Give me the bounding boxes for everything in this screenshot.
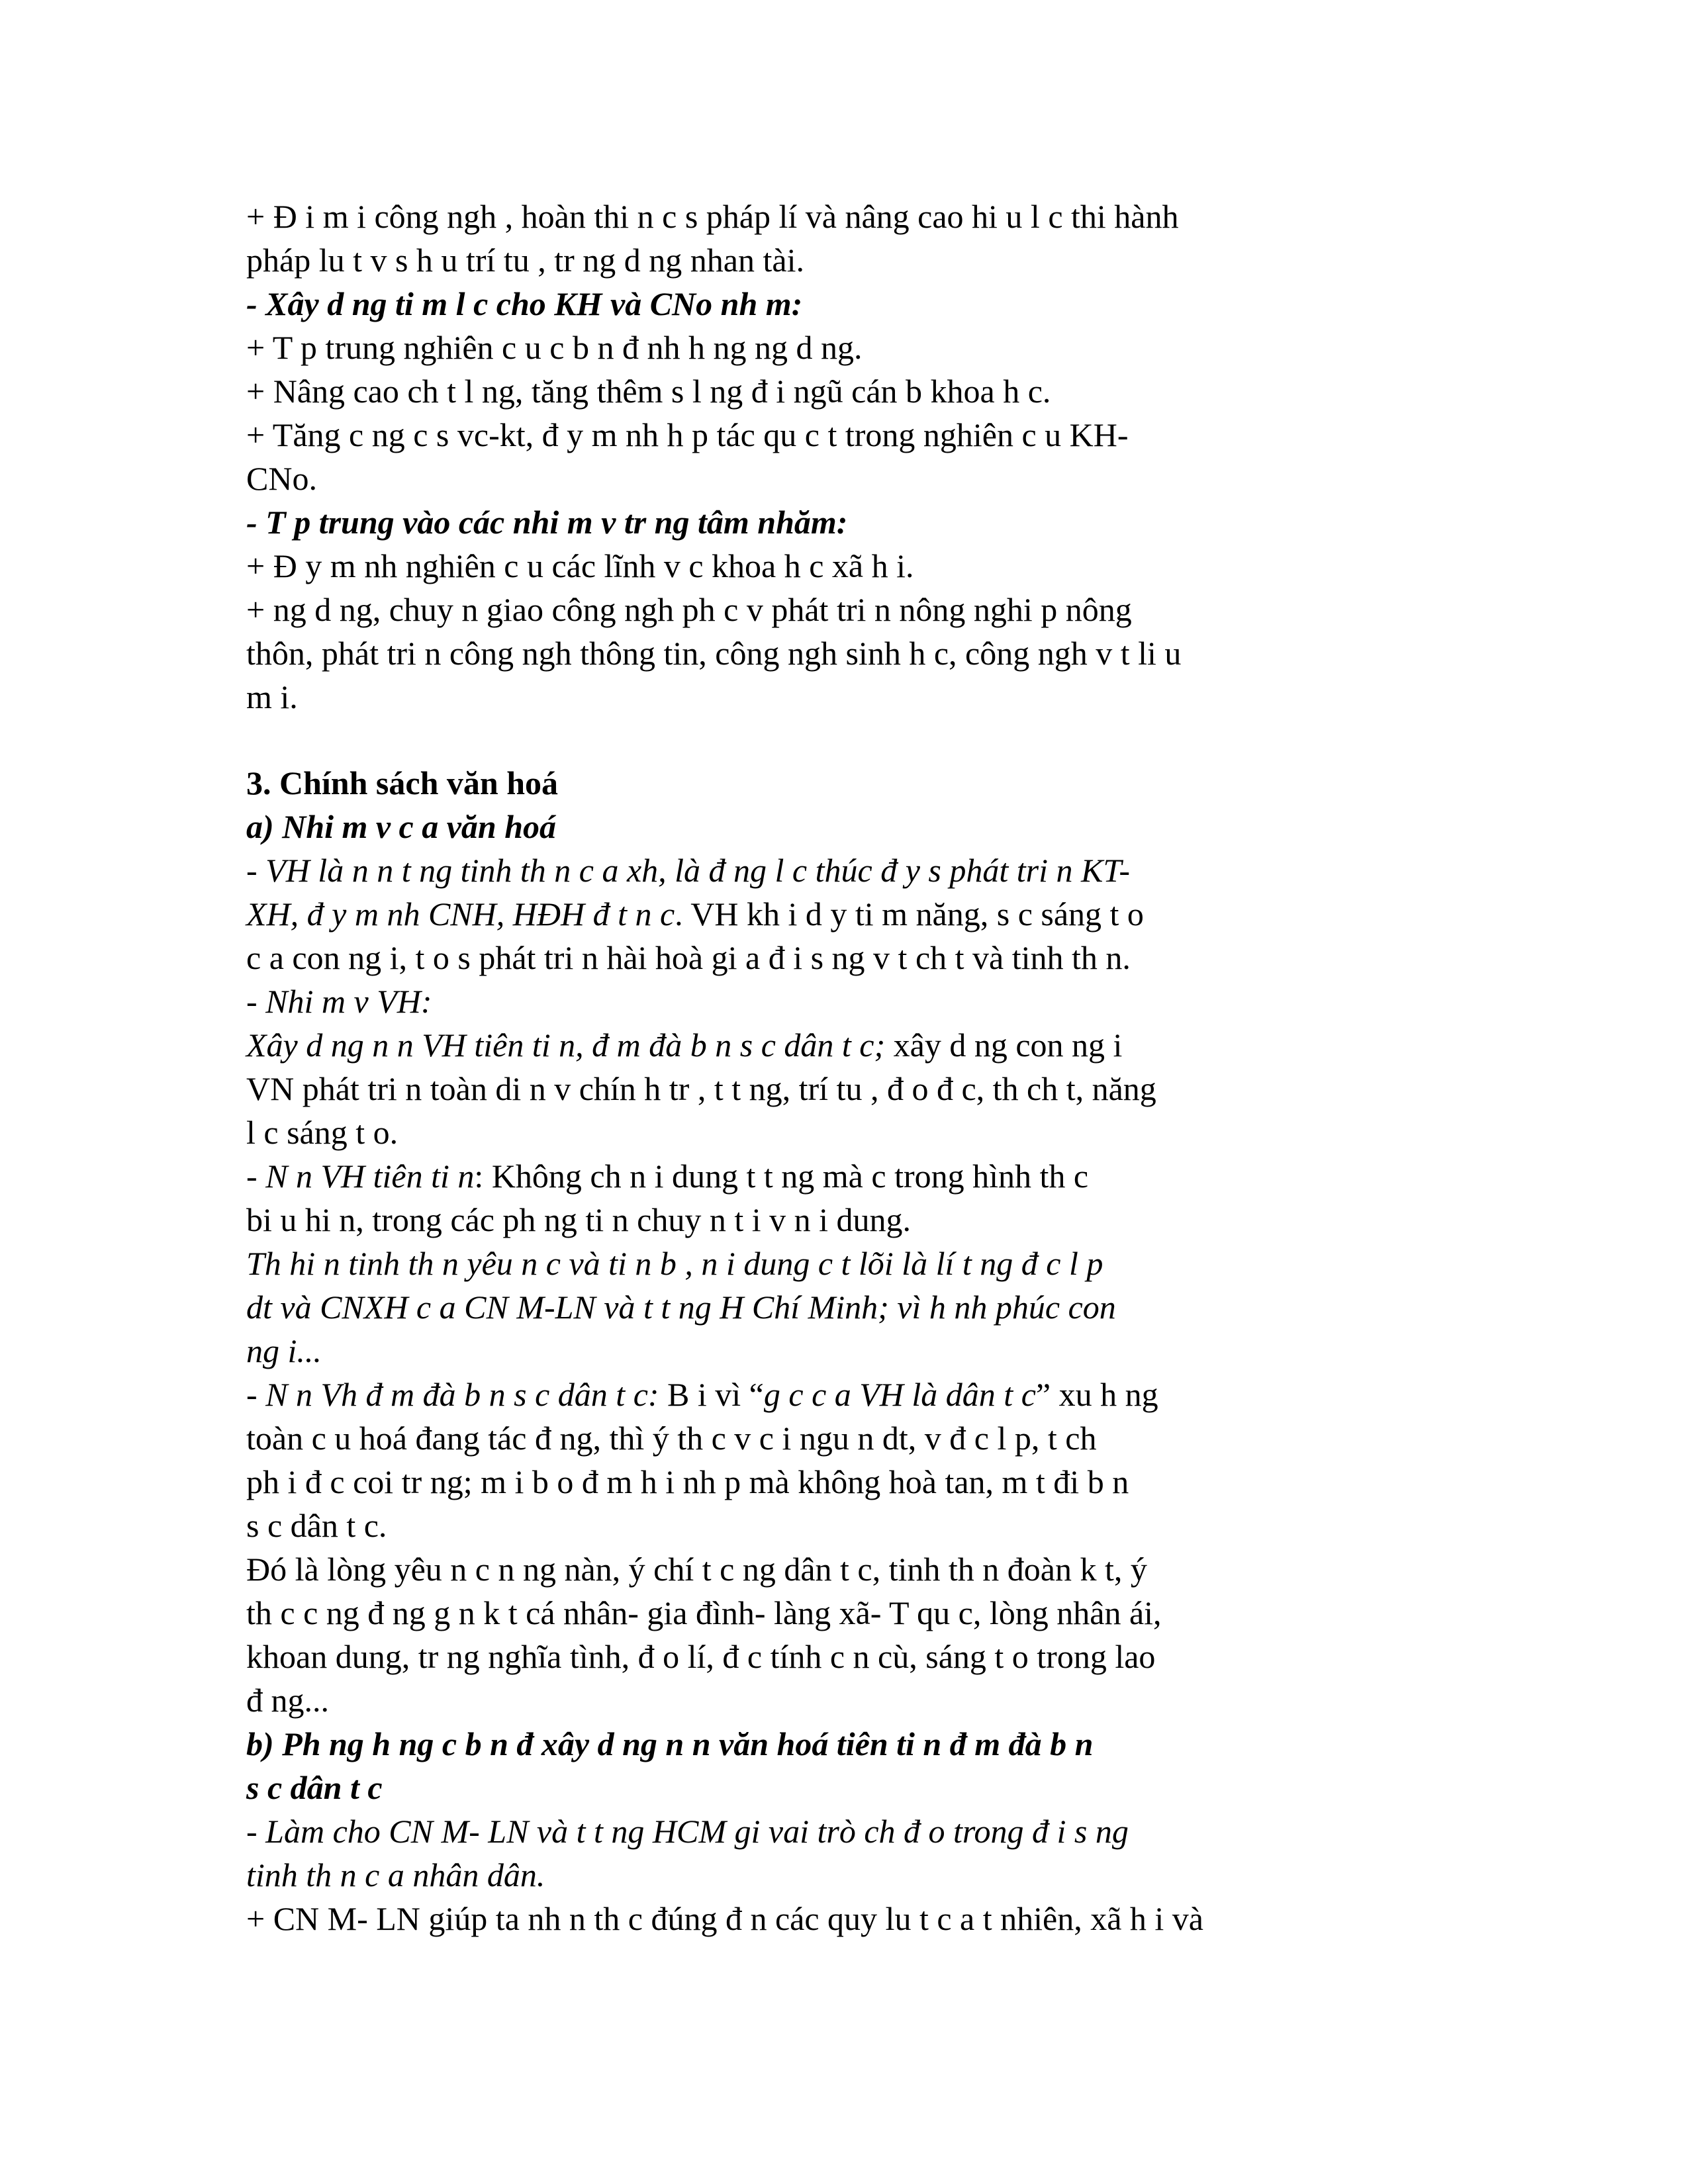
text-run: ” xu h ng — [1035, 1376, 1158, 1413]
text-line — [246, 892, 1458, 936]
subheading: s c dân t c — [246, 1769, 383, 1806]
text-run: Xây d ng n n VH tiên ti n, đ m đà b n s c dân t c; — [246, 1026, 886, 1064]
text-line: bi u hi n, trong các ph ng ti n chuy n t i v n i dung. — [246, 1201, 912, 1238]
text-line: pháp lu t v s h u trí tu , tr ng d ng nhan tài. — [246, 242, 804, 279]
text-line: th c c ng đ ng g n k t cá nhân- gia đình- làng xã- T qu c, lòng nhân ái, — [246, 1594, 1162, 1631]
text-line: + ng d ng, chuy n giao công ngh ph c v phát tri n nông nghi p nông — [246, 591, 1132, 628]
text-line: + Nâng cao ch t l ng, tăng thêm s l ng đ i ngũ cán b khoa h c. — [246, 373, 1051, 410]
text-run: : Không ch n i dung t t ng mà c trong hình th c — [474, 1158, 1089, 1195]
text-run: - N n Vh đ m đà b n s c dân t c: — [246, 1376, 659, 1413]
text-line: - VH là n n t ng tinh th n c a xh, là đ ng l c thúc đ y s phát tri n KT- — [246, 852, 1131, 889]
text-line: + Tăng c ng c s vc-kt, đ y m nh h p tác qu c t trong nghiên c u KH- — [246, 416, 1129, 453]
text-run: XH, đ y m nh CNH, HĐH đ t n c — [246, 895, 675, 933]
text-line: đ ng... — [246, 1682, 329, 1719]
text-line: VN phát tri n toàn di n v chín h tr , t t ng, trí tu , đ o đ c, th ch t, năng — [246, 1070, 1156, 1107]
subheading: b) Ph ng h ng c b n đ xây d ng n n văn hoá tiên ti n đ m đà b n — [246, 1725, 1094, 1762]
text-line: Th hi n tinh th n yêu n c và ti n b , n i dung c t lõi là lí t ng đ c l p — [246, 1245, 1103, 1282]
text-line: - Nhi m v VH: — [246, 983, 432, 1020]
text-line: CNo. — [246, 460, 317, 497]
text-line: c a con ng i, t o s phát tri n hài hoà gi a đ i s ng v t ch t và tinh th n. — [246, 939, 1131, 976]
text-line — [246, 1023, 1458, 1067]
subheading: - T p trung vào các nhi m v tr ng tâm nhăm: — [246, 504, 848, 541]
text-line: l c sáng t o. — [246, 1114, 399, 1151]
text-line — [246, 1373, 1458, 1416]
text-line: khoan dung, tr ng nghĩa tình, đ o lí, đ c tính c n cù, sáng t o trong lao — [246, 1638, 1156, 1675]
text-run: B i vì “ — [659, 1376, 764, 1413]
text-run: xây d ng con ng i — [885, 1026, 1123, 1064]
text-line: s c dân t c. — [246, 1507, 387, 1544]
text-run: g c c a VH là dân t c — [763, 1376, 1036, 1413]
text-line: ph i đ c coi tr ng; m i b o đ m h i nh p mà không hoà tan, m t đi b n — [246, 1463, 1129, 1500]
text-line: toàn c u hoá đang tác đ ng, thì ý th c v c i ngu n dt, v đ c l p, t ch — [246, 1420, 1097, 1457]
text-line — [246, 1154, 1458, 1198]
text-line: m i. — [246, 678, 298, 715]
text-line: Đó là lòng yêu n c n ng nàn, ý chí t c ng dân t c, tinh th n đoàn k t, ý — [246, 1551, 1147, 1588]
text-line: dt và CNXH c a CN M-LN và t t ng H Chí Minh; vì h nh phúc con — [246, 1289, 1116, 1326]
text-line: tinh th n c a nhân dân. — [246, 1856, 545, 1893]
text-line: + T p trung nghiên c u c b n đ nh h ng ng d ng. — [246, 329, 863, 366]
text-line: ng i... — [246, 1332, 322, 1369]
text-run: . VH kh i d y ti m năng, s c sáng t o — [675, 895, 1144, 933]
text-line: + CN M- LN giúp ta nh n th c đúng đ n các quy lu t c a t nhiên, xã h i và — [246, 1900, 1203, 1937]
text-line: + Đ i m i công ngh , hoàn thi n c s pháp lí và nâng cao hi u l c thi hành — [246, 198, 1179, 235]
text-line: + Đ y m nh nghiên c u các lĩnh v c khoa h c xã h i. — [246, 547, 914, 584]
text-line: - Làm cho CN M- LN và t t ng HCM gi vai trò ch đ o trong đ i s ng — [246, 1813, 1129, 1850]
section-heading: 3. Chính sách văn hoá — [246, 764, 558, 801]
text-line: thôn, phát tri n công ngh thông tin, công ngh sinh h c, công ngh v t li u — [246, 635, 1182, 672]
text-run: - N n VH tiên ti n — [246, 1158, 475, 1195]
subheading: a) Nhi m v c a văn hoá — [246, 808, 557, 845]
subheading: - Xây d ng ti m l c cho KH và CNo nh m: — [246, 285, 803, 322]
